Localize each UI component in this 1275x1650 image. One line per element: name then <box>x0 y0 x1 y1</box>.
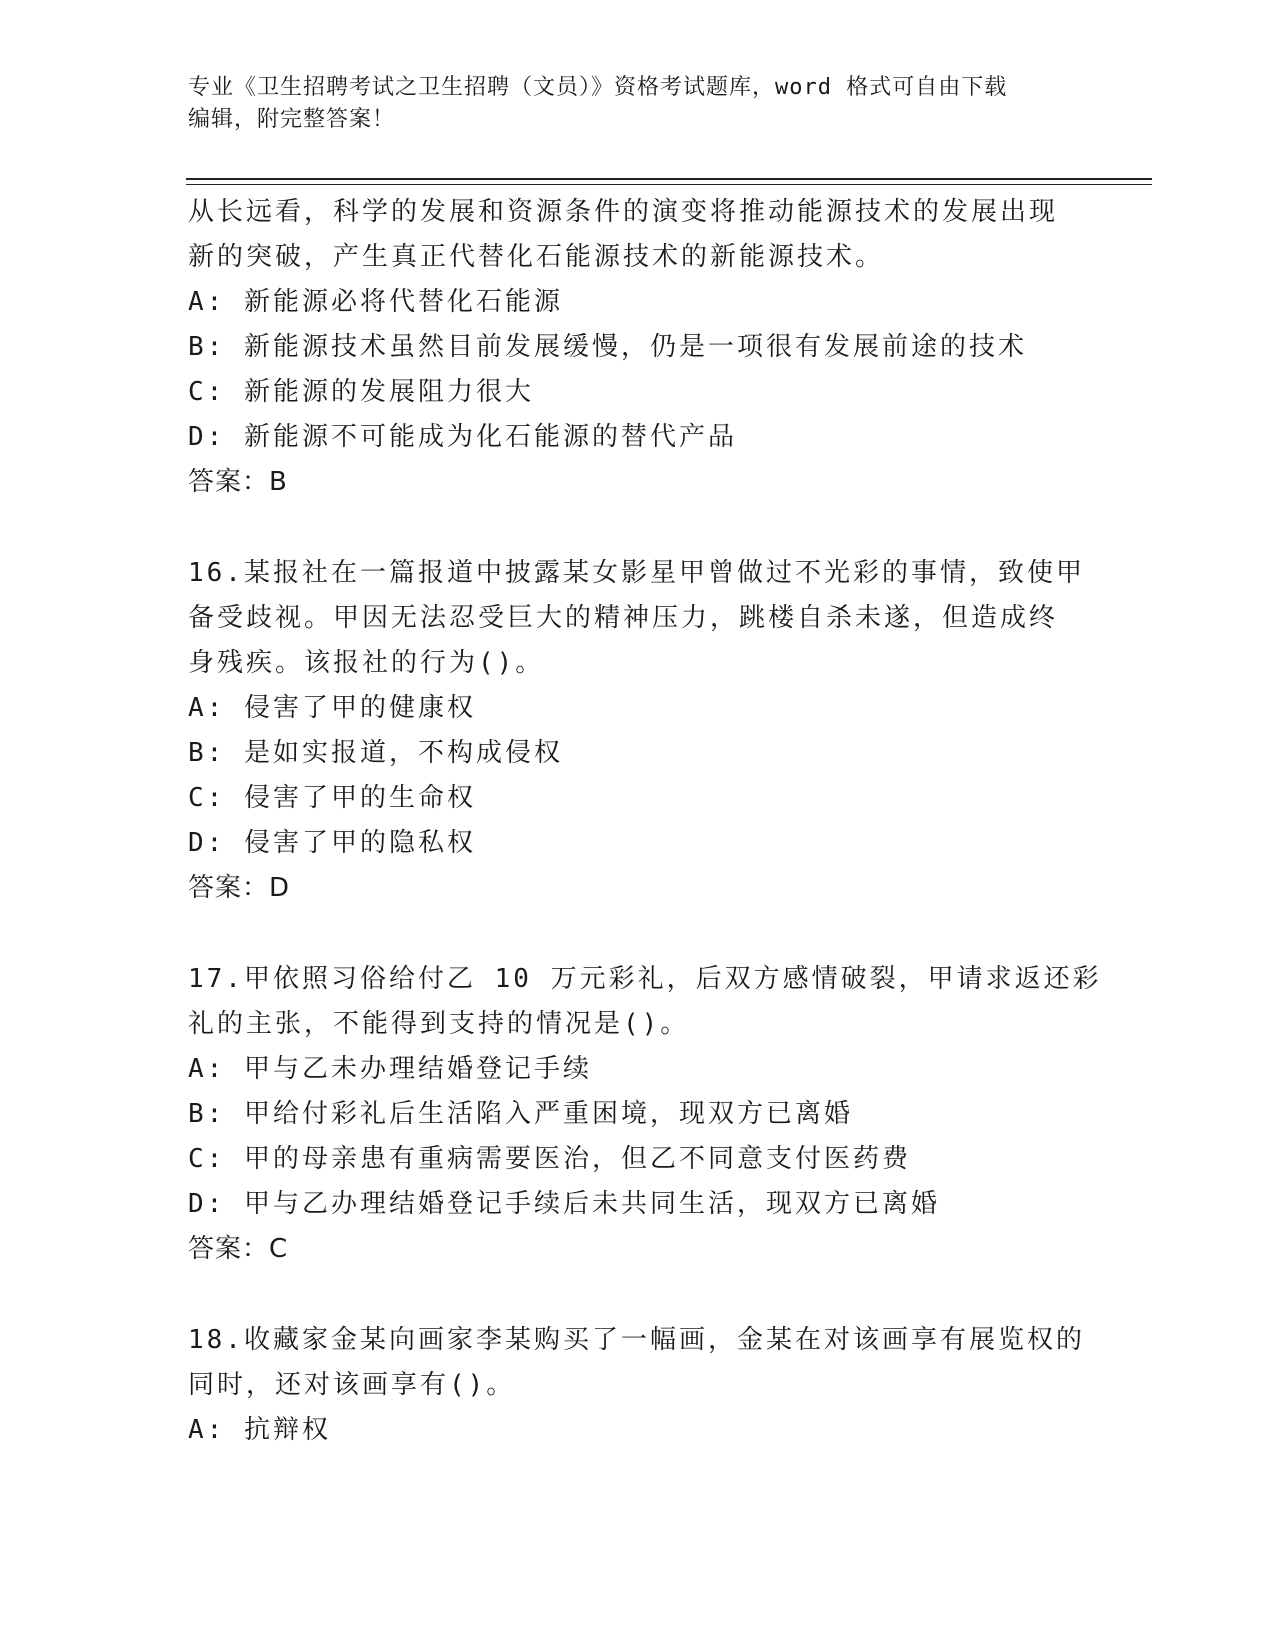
answer-line: 答案：C <box>188 1234 289 1264</box>
question-stem-line: 身残疾。该报社的行为()。 <box>188 648 545 678</box>
header-divider-thick <box>186 178 1152 180</box>
answer-line: 答案：B <box>188 467 288 497</box>
answer-line: 答案：D <box>188 873 291 903</box>
question-stem-line: 备受歧视。甲因无法忍受巨大的精神压力，跳楼自杀未遂，但造成终 <box>188 603 1059 633</box>
option-d: D: 侵害了甲的隐私权 <box>188 828 476 858</box>
question-list <box>188 190 1102 1453</box>
question-spacer <box>188 911 1088 957</box>
question-17 <box>188 957 1102 1272</box>
header-divider-thin <box>186 184 1152 185</box>
document-header <box>188 72 1068 136</box>
option-b: B: 甲给付彩礼后生活陷入严重困境，现双方已离婚 <box>188 1099 853 1129</box>
option-b: B: 新能源技术虽然目前发展缓慢，仍是一项很有发展前途的技术 <box>188 332 1027 362</box>
question-stem-line: 16.某报社在一篇报道中披露某女影星甲曾做过不光彩的事情，致使甲 <box>188 558 1085 588</box>
question-stem-line: 礼的主张，不能得到支持的情况是()。 <box>188 1009 690 1039</box>
header-line-1: 专业《卫生招聘考试之卫生招聘（文员）》资格考试题库，word 格式可自由下载 <box>188 75 1008 100</box>
option-d: D: 新能源不可能成为化石能源的替代产品 <box>188 422 737 452</box>
option-d: D: 甲与乙办理结婚登记手续后未共同生活，现双方已离婚 <box>188 1189 940 1219</box>
question-stem-line: 新的突破，产生真正代替化石能源技术的新能源技术。 <box>188 242 885 272</box>
option-a: A: 抗辩权 <box>188 1415 331 1445</box>
question-spacer <box>188 505 1088 551</box>
question-spacer <box>188 1272 1088 1318</box>
option-a: A: 侵害了甲的健康权 <box>188 693 476 723</box>
question-18 <box>188 1318 1088 1453</box>
option-b: B: 是如实报道，不构成侵权 <box>188 738 563 768</box>
question-stem-line: 从长远看，科学的发展和资源条件的演变将推动能源技术的发展出现 <box>188 197 1059 227</box>
question-stem-line: 18.收藏家金某向画家李某购买了一幅画，金某在对该画享有展览权的 <box>188 1325 1085 1355</box>
question-stem-line: 同时，还对该画享有()。 <box>188 1370 516 1400</box>
question-stem-line: 17.甲依照习俗给付乙 10 万元彩礼，后双方感情破裂，甲请求返还彩 <box>188 964 1102 994</box>
option-c: C: 新能源的发展阻力很大 <box>188 377 534 407</box>
option-a: A: 甲与乙未办理结婚登记手续 <box>188 1054 592 1084</box>
header-line-2: 编辑，附完整答案！ <box>188 107 396 132</box>
option-c: C: 甲的母亲患有重病需要医治，但乙不同意支付医药费 <box>188 1144 911 1174</box>
question-16 <box>188 551 1088 911</box>
option-a: A: 新能源必将代替化石能源 <box>188 287 563 317</box>
option-c: C: 侵害了甲的生命权 <box>188 783 476 813</box>
question-15 <box>188 190 1088 505</box>
